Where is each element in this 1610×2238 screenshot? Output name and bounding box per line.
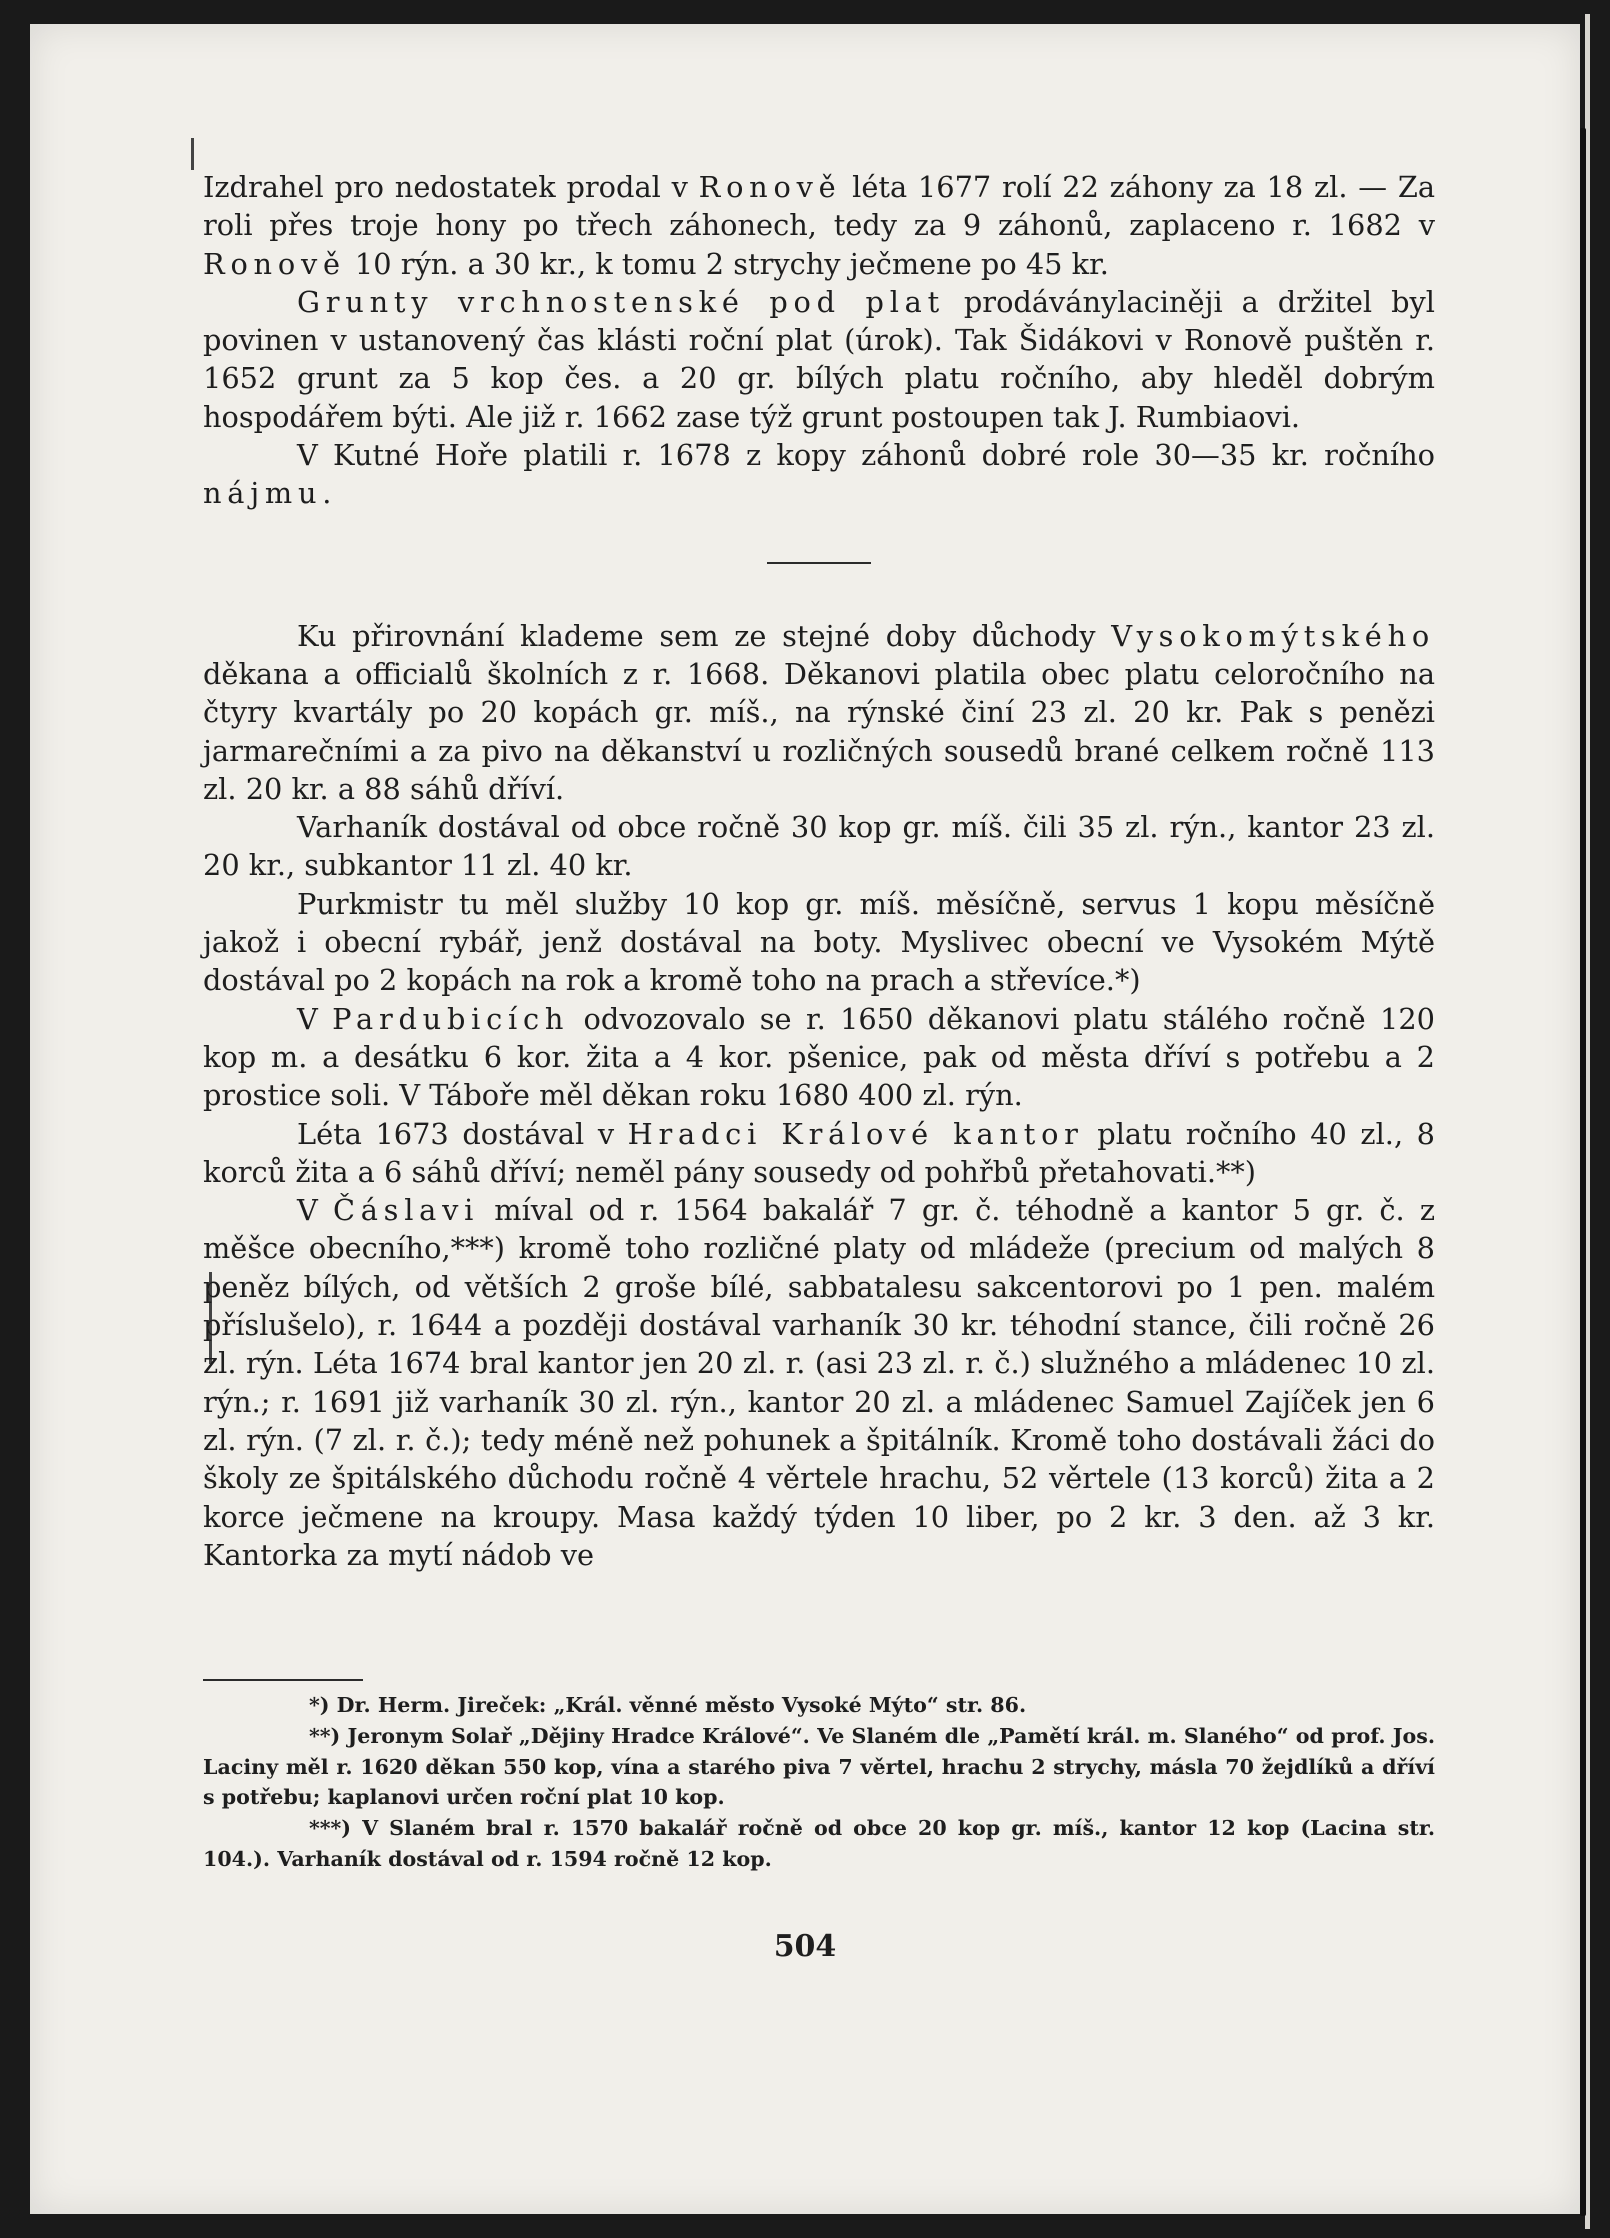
text-run: děkana a officialů školních z r. 1668. Děkanovi platila obec platu celoročního na čtyry kvartály po 20 kopách gr. míš., na rýnské činí 23 zl. 20 kr. Pak s penězi jarmarečními a za pivo na děkanství u rozličných sousedů brané celkem ročně 113 zl. 20 kr. a 88 sáhů dříví. [203,656,1435,806]
spaced-emphasis: Grunty vrchnostenské pod plat [297,284,945,319]
text-run: léta 1677 rolí 22 záhony za 18 zl. — Za roli přes troje hony po třech záhonech, tedy za 9 záhonů, zaplaceno r. 1682 v [203,170,1435,243]
text-run: Varhaník dostával od obce ročně 30 kop gr. míš. čili 35 zl. rýn., kantor 23 zl. 20 kr., subkantor 11 zl. 40 kr. [203,810,1435,883]
footnote-3: ***) V Slaném bral r. 1570 bakalář ročně od obce 20 kop gr. míš., kantor 12 kop (Lacina str. 104.). Varhaník dostával od r. 1594 ročně 12 kop. [203,1816,1435,1871]
main-text [203,168,1435,1574]
paragraph [203,436,1435,513]
text-run: Léta 1673 dostával v [297,1116,628,1151]
text-run: odvozovalo se r. 1650 děkanovi platu stálého ročně 120 kop m. a desátku 6 kor. žita a 4 kor. pšenice, pak od města dříví s potřebu a 2 prostice soli. V Táboře měl děkan roku 1680 400 zl. rýn. [203,1001,1435,1113]
text-run: míval od r. 1564 bakalář 7 gr. č. téhodně a kantor 5 gr. č. z měšce obecního,***) kromě toho rozličné platy od mládeže (precium od malých 8 peněz bílých, od větších 2 groše bílé, sabbatalesu sakcentorovi po 1 pen. malém příslušelo), r. 1644 a později dostával varhaník 30 kr. téhodní stance, čili ročně 26 zl. rýn. Léta 1674 bral kantor jen 20 zl. r. (asi 23 zl. r. č.) služného a mládenec 10 zl. rýn.; r. 1691 již varhaník 30 zl. rýn., kantor 20 zl. a mládenec Samuel Zajíček jen 6 zl. rýn. (7 zl. r. č.); tedy méně než pohunek a špitálník. Kromě toho dostávali žáci do školy ze špitálského důchodu ročně 4 věrtele hrachu, 52 věrtele (13 korců) žita a 2 korce ječmene na kroupy. Masa každý týden 10 liber, po 2 kr. 3 den. až 3 kr. Kantorka za mytí nádob ve [203,1193,1435,1572]
spaced-emphasis: Ronově [698,170,842,204]
text-run: Izdrahel pro nedostatek prodal v [203,170,699,204]
margin-bracket-top [1580,128,1586,1130]
paragraph [203,283,1435,436]
text-run: prodáványlaciněji a držitel byl povinen v ustanovený čas klásti roční plat (úrok). Tak Šidákovi v Ronově puštěn r. 1652 grunt za 5 kop čes. a 20 gr. bílých platu ročního, aby hleděl dobrým hospodářem býti. Ale již r. 1662 zase týž grunt postoupen tak J. Rumbiaovi. [203,284,1435,434]
text-run: platu ročního 40 zl., 8 korců žita a 6 sáhů dříví; neměl pány sousedy od pohřbů přetahovati.**) [203,1116,1435,1189]
paragraph [203,885,1435,1000]
paragraphs-bottom [203,617,1435,1574]
margin-mark-left-top [191,138,194,170]
spaced-emphasis: Hradci Králové kantor [627,1116,1084,1151]
spaced-emphasis: Ronově [203,246,346,281]
text-run: V [297,1193,333,1228]
paragraphs-top [203,168,1435,513]
text-run: V Kutné Hoře platili r. 1678 z kopy záhonů dobré role 30—35 kr. ročního [297,438,1435,473]
spaced-emphasis: nájmu [203,476,323,511]
text-run: . [322,476,332,511]
text-run: 10 rýn. a 30 kr., k tomu 2 strychy ječmene po 45 kr. [345,246,1109,281]
margin-bracket-bottom [1580,1076,1586,2216]
paragraph [203,808,1435,885]
page-number: 504 [773,1929,837,1964]
paragraph [203,1115,1435,1192]
paragraph [203,1191,1435,1574]
footnote-1: *) Dr. Herm. Jireček: „Král. věnné město Vysoké Mýto“ str. 86. [309,1693,1027,1717]
footnote-rule [203,1679,363,1681]
paragraph [203,168,1435,283]
text-run: V [297,1001,333,1036]
footnote-2: **) Jeronym Solař „Dějiny Hradce Králové“. Ve Slaném dle „Pamětí král. m. Slaného“ od prof. Jos. Laciny měl r. 1620 děkan 550 kop, vína a starého piva 7 věrtel, hrachu 2 strychy, másla 70 žejdlíků a dříví s potřebu; kaplanovi určen roční plat 10 kop. [203,1723,1435,1810]
spaced-emphasis: Vysokomýtského [1111,618,1435,653]
paragraph [203,617,1435,808]
paragraph [203,1000,1435,1115]
spaced-emphasis: Pardubicích [332,1001,570,1036]
footnotes [203,1690,1435,1875]
text-run: Purkmistr tu měl služby 10 kop gr. míš. měsíčně, servus 1 kopu měsíčně jakož i obecní rybář, jenž dostával na boty. Myslivec obecní ve Vysokém Mýtě dostával po 2 kopách na rok a kromě toho na prach a střevíce.*) [203,886,1435,998]
text-run: Ku přirovnání klademe sem ze stejné doby důchody [297,618,1112,653]
spaced-emphasis: Čáslavi [332,1193,480,1228]
